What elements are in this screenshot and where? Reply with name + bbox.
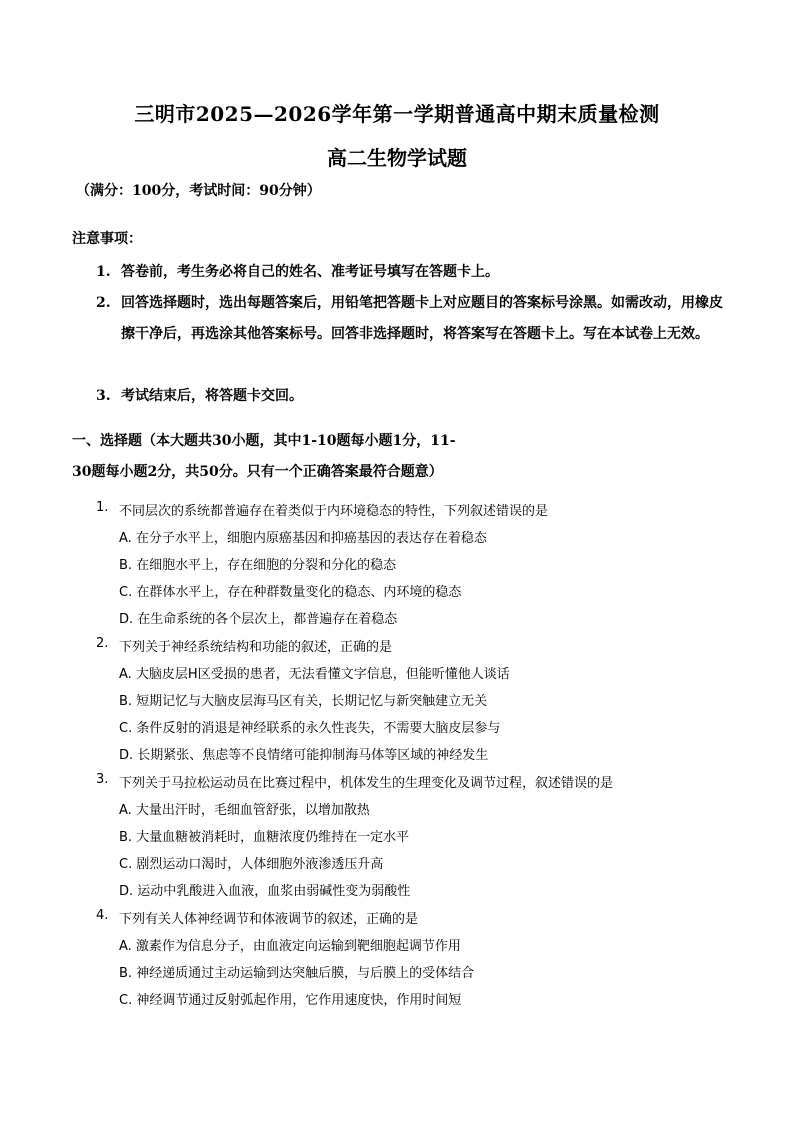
question-text: 不同层次的系统都普遍存在着类似于内环境稳态的特性，下列叙述错误的是 <box>119 504 549 519</box>
question-text: 下列关于神经系统结构和功能的叙述，正确的是 <box>119 640 393 655</box>
notice-item <box>96 257 726 288</box>
question-number: 3. <box>96 772 109 787</box>
option-a: A. 激素作为信息分子，由血液定向运输到靶细胞起调节作用 <box>119 939 461 954</box>
question-number: 2. <box>96 636 109 651</box>
option-d: D. 在生命系统的各个层次上，都普遍存在着稳态 <box>119 612 398 627</box>
option-c: C. 条件反射的消退是神经联系的永久性丧失，不需要大脑皮层参与 <box>119 721 501 736</box>
exam-title: 三明市2025—2026学年第一学期普通高中期末质量检测 <box>134 102 660 126</box>
notice-item-text: 考试结束后，将答题卡交回。 <box>121 388 303 404</box>
question-number: 1. <box>96 500 109 515</box>
option-a: A. 大量出汗时，毛细血管舒张，以增加散热 <box>119 803 370 818</box>
option-b: B. 大量血糖被消耗时，血糖浓度仍维持在一定水平 <box>119 830 410 845</box>
option-c: C. 神经调节通过反射弧起作用，它作用速度快，作用时间短 <box>119 993 462 1008</box>
section-heading-line: 30题每小题2分，共50分。只有一个正确答案最符合题意） <box>72 464 443 480</box>
notice-item <box>96 381 726 412</box>
option-a: A. 在分子水平上，细胞内原癌基因和抑癌基因的表达存在着稳态 <box>119 531 487 546</box>
notice-item-text: 回答选择题时，选出每题答案后，用铅笔把答题卡上对应题目的答案标号涂黑。如需改动，用橡皮擦干净后，再选涂其他答案标号。回答非选择题时，将答案写在答题卡上。写在本试卷上无效。 <box>121 295 723 342</box>
score-info: （满分：100分，考试时间：90分钟） <box>76 183 321 199</box>
question-text: 下列有关人体神经调节和体液调节的叙述，正确的是 <box>119 912 419 927</box>
option-b: B. 神经递质通过主动运输到达突触后膜，与后膜上的受体结合 <box>119 966 475 981</box>
question-text: 下列关于马拉松运动员在比赛过程中，机体发生的生理变化及调节过程，叙述错误的是 <box>119 776 614 791</box>
option-d: D. 运动中乳酸进入血液，血浆由弱碱性变为弱酸性 <box>119 884 411 899</box>
option-a: A. 大脑皮层H区受损的患者，无法看懂文字信息，但能听懂他人谈话 <box>119 667 510 682</box>
question-number: 4. <box>96 908 109 923</box>
notice-item-number: 3. <box>96 388 111 404</box>
option-b: B. 短期记忆与大脑皮层海马区有关，长期记忆与新突触建立无关 <box>119 694 488 709</box>
notice-item <box>96 288 726 350</box>
option-c: C. 剧烈运动口渴时，人体细胞外液渗透压升高 <box>119 857 384 872</box>
notice-item-number: 1. <box>96 264 111 280</box>
notice-item-text: 答卷前，考生务必将自己的姓名、准考证号填写在答题卡上。 <box>121 264 499 280</box>
notice-heading: 注意事项： <box>72 231 142 247</box>
section-heading-line: 一、选择题（本大题共30小题，其中1-10题每小题1分，11- <box>72 433 456 449</box>
exam-subtitle: 高二生物学试题 <box>327 146 467 170</box>
option-d: D. 长期紧张、焦虑等不良情绪可能抑制海马体等区域的神经发生 <box>119 748 489 763</box>
notice-item-number: 2. <box>96 295 111 311</box>
section-heading <box>72 426 712 488</box>
option-c: C. 在群体水平上，存在种群数量变化的稳态、内环境的稳态 <box>119 585 462 600</box>
option-b: B. 在细胞水平上，存在细胞的分裂和分化的稳态 <box>119 558 397 573</box>
